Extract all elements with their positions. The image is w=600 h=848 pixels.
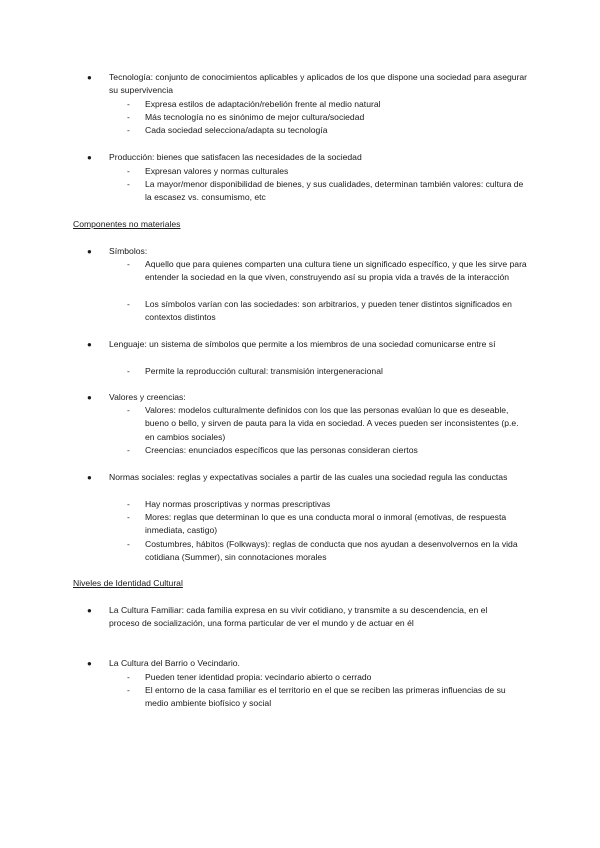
subitem: Hay normas proscriptivas y normas prescriptivas <box>145 499 331 509</box>
dash-icon: - <box>127 112 130 122</box>
bullet-icon: ● <box>87 340 92 349</box>
item-cultura-familiar: La Cultura Familiar: cada familia expresa en su vivir cotidiano, y transmite a su descendencia, en el proceso de socialización, una forma particular de ver el mundo y de actuar en él <box>109 605 488 629</box>
bullet-icon: ● <box>87 247 92 256</box>
subitem: Los símbolos varían con las sociedades: son arbitrarios, y pueden tener distintos significados en contextos distintos <box>145 299 512 323</box>
subitem: La mayor/menor disponibilidad de bienes, y sus cualidades, determinan también valores: cultura de la escasez vs. consumismo, etc <box>145 179 524 203</box>
subitem: Pueden tener identidad propia: vecindario abierto o cerrado <box>145 672 372 682</box>
subitem: Permite la reproducción cultural: transmisión intergeneracional <box>145 366 383 376</box>
dash-icon: - <box>127 445 130 455</box>
dash-icon: - <box>127 405 130 415</box>
item-lenguaje: Lenguaje: un sistema de símbolos que permite a los miembros de una sociedad comunicarse entre sí <box>109 339 496 349</box>
subitem: Más tecnología no es sinónimo de mejor cultura/sociedad <box>145 112 365 122</box>
item-cultura-barrio: La Cultura del Barrio o Vecindario. <box>109 658 240 668</box>
item-simbolos: Símbolos: <box>109 246 148 256</box>
subitem: Valores: modelos culturalmente definidos con los que las personas evalúan lo que es deseable, bueno o bello, y sirven de pauta para la vida en sociedad. A veces pueden ser inconsistentes (p.e. en cambios sociales) <box>145 405 519 442</box>
bullet-icon: ● <box>87 473 92 482</box>
section-heading: Niveles de Identidad Cultural <box>73 578 183 588</box>
dash-icon: - <box>127 125 130 135</box>
dash-icon: - <box>127 166 130 176</box>
section-heading: Componentes no materiales <box>73 219 181 229</box>
dash-icon: - <box>127 512 130 522</box>
dash-icon: - <box>127 499 130 509</box>
dash-icon: - <box>127 259 130 269</box>
dash-icon: - <box>127 299 130 309</box>
dash-icon: - <box>127 539 130 549</box>
subitem: El entorno de la casa familiar es el territorio en el que se reciben las primeras influencias de su medio ambiente biofísico y social <box>145 685 506 709</box>
subitem: Costumbres, hábitos (Folkways): reglas de conducta que nos ayudan a desenvolvernos en la vida cotidiana (Summer), sin connotaciones morales <box>145 539 518 563</box>
bullet-icon: ● <box>87 153 92 162</box>
item-normas: Normas sociales: reglas y expectativas sociales a partir de las cuales una sociedad regula las conductas <box>109 472 508 482</box>
dash-icon: - <box>127 366 130 376</box>
item-tecnologia: Tecnología: conjunto de conocimientos aplicables y aplicados de los que dispone una sociedad para asegurar su supervivencia <box>109 72 528 96</box>
dash-icon: - <box>127 179 130 189</box>
subitem: Mores: reglas que determinan lo que es una conducta moral o inmoral (emotivas, de respuesta inmediata, castigo) <box>145 512 507 536</box>
subitem: Expresa estilos de adaptación/rebelión frente al medio natural <box>145 99 381 109</box>
subitem: Expresan valores y normas culturales <box>145 166 289 176</box>
dash-icon: - <box>127 685 130 695</box>
bullet-icon: ● <box>87 659 92 668</box>
bullet-icon: ● <box>87 606 92 615</box>
subitem: Creencias: enunciados específicos que las personas consideran ciertos <box>145 445 418 455</box>
bullet-icon: ● <box>87 73 92 82</box>
dash-icon: - <box>127 99 130 109</box>
subitem: Aquello que para quienes comparten una cultura tiene un significado específico, y que les sirve para entender la sociedad en la que viven, construyendo así su propia vida a través de la interacción <box>145 259 527 283</box>
dash-icon: - <box>127 672 130 682</box>
subitem: Cada sociedad selecciona/adapta su tecnología <box>145 125 328 135</box>
item-produccion: Producción: bienes que satisfacen las necesidades de la sociedad <box>109 152 362 162</box>
bullet-icon: ● <box>87 393 92 402</box>
item-valores: Valores y creencias: <box>109 392 186 402</box>
